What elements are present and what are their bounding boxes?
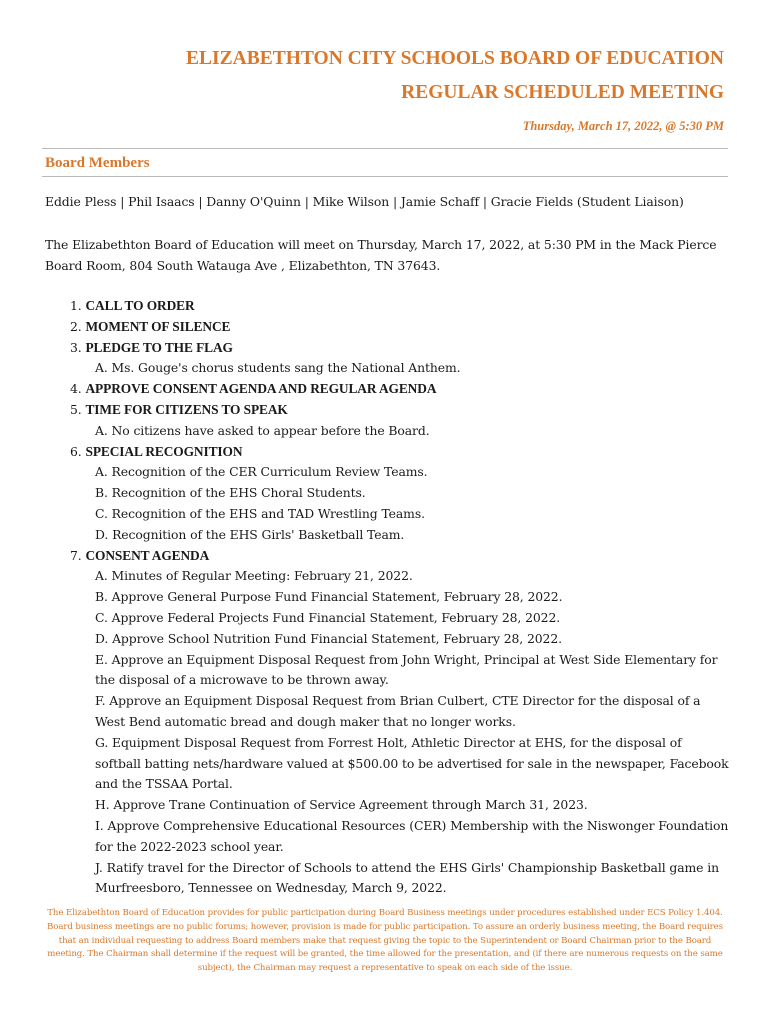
public-participation-notice: The Elizabethton Board of Education provides for public participation during Board Business meetings under procedures established under ECS Policy 1.404. Board business meetings are no public forums; however, provision is made for public participation. To assure an orderly business meeting, the Board requires that an individual requesting to address Board members make that request giving the topic to the Superintendent or Board Chairman prior to the Board meeting. The Chairman shall determine if the request will be granted, the time allowed for the presentation, and (if there are numerous requests on the same subject), the Chairman may request a representative to speak on each side of the issue. (47, 908, 723, 974)
agenda-subitem: H. Approve Trane Continuation of Service Agreement through March 31, 2023. (95, 797, 588, 813)
agenda-item (70, 338, 730, 359)
agenda-item-number: 6. (70, 443, 82, 459)
board-members-list: Eddie Pless | Phil Isaacs | Danny O'Quinn | Mike Wilson | Jamie Schaff | Gracie Fields (Student Liaison) (45, 194, 684, 209)
agenda-subitem: D. Approve School Nutrition Fund Financial Statement, February 28, 2022. (95, 630, 562, 646)
agenda-item (70, 546, 730, 567)
agenda-subitem: C. Approve Federal Projects Fund Financial Statement, February 28, 2022. (95, 609, 561, 625)
agenda-item-number: 4. (70, 381, 82, 397)
agenda-item-label: CONSENT AGENDA (85, 547, 210, 563)
agenda-item-number: 3. (70, 339, 82, 355)
board-members-heading: Board Members (45, 155, 150, 171)
meeting-type: REGULAR SCHEDULED MEETING (401, 82, 724, 103)
meeting-date: Thursday, March 17, 2022, @ 5:30 PM (522, 119, 724, 133)
agenda-subitem: J. Ratify travel for the Director of Schools to attend the EHS Girls' Championship Basketball game in Murfreesboro, Tennessee on Wednesday, March 9, 2022. (95, 859, 719, 896)
agenda-subitem: G. Equipment Disposal Request from Forrest Holt, Athletic Director at EHS, for the disposal of softball batting nets/hardware valued at $500.00 to be advertised for sale in the newspaper, Facebook and the TSSAA Portal. (95, 734, 729, 792)
agenda-subitem: B. Recognition of the EHS Choral Students. (95, 485, 366, 501)
agenda-item-label: PLEDGE TO THE FLAG (85, 339, 233, 355)
divider-bottom (42, 176, 728, 177)
agenda-item-label: CALL TO ORDER (85, 298, 195, 313)
agenda-subitem: E. Approve an Equipment Disposal Request from John Wright, Principal at West Side Elementary for the disposal of a microwave to be thrown away. (95, 651, 718, 688)
agenda-item (70, 442, 730, 463)
agenda-subitem: A. Minutes of Regular Meeting: February 21, 2022. (95, 568, 413, 584)
agenda-subitem: I. Approve Comprehensive Educational Resources (CER) Membership with the Niswonger Foundation for the 2022-2023 school year. (95, 817, 729, 854)
agenda-subitem: F. Approve an Equipment Disposal Request from Brian Culbert, CTE Director for the disposal of a West Bend automatic bread and dough maker that no longer works. (95, 693, 701, 729)
agenda-item-number: 5. (70, 401, 82, 417)
agenda-item-number: 1. (70, 298, 82, 313)
agenda-item (70, 296, 730, 317)
agenda-item-label: APPROVE CONSENT AGENDA AND REGULAR AGENDA (85, 381, 437, 397)
agenda-item (70, 317, 730, 338)
agenda-item-label: MOMENT OF SILENCE (85, 318, 231, 334)
divider-top (42, 148, 728, 149)
agenda-subitem: C. Recognition of the EHS and TAD Wrestling Teams. (95, 505, 425, 521)
agenda-item-label: SPECIAL RECOGNITION (85, 443, 243, 459)
agenda-subitem: A. Ms. Gouge's chorus students sang the National Anthem. (95, 360, 461, 376)
agenda-item-number: 7. (70, 547, 82, 563)
meeting-intro: The Elizabethton Board of Education will meet on Thursday, March 17, 2022, at 5:30 PM in the Mack Pierce Board Room, 804 South Watauga Ave , Elizabethton, TN 37643. (45, 237, 717, 273)
agenda-item (70, 400, 730, 421)
agenda-item-label: TIME FOR CITIZENS TO SPEAK (85, 401, 288, 417)
agenda-subitem: B. Approve General Purpose Fund Financial Statement, February 28, 2022. (95, 589, 563, 605)
agenda-subitem: A. Recognition of the CER Curriculum Review Teams. (95, 464, 428, 480)
agenda-list (70, 296, 730, 899)
agenda-item-number: 2. (70, 318, 82, 334)
document-title: ELIZABETHTON CITY SCHOOLS BOARD OF EDUCATION (186, 48, 724, 69)
agenda-subitem: D. Recognition of the EHS Girls' Basketball Team. (95, 526, 405, 542)
agenda-item (70, 379, 730, 400)
agenda-subitem: A. No citizens have asked to appear before the Board. (95, 422, 430, 438)
